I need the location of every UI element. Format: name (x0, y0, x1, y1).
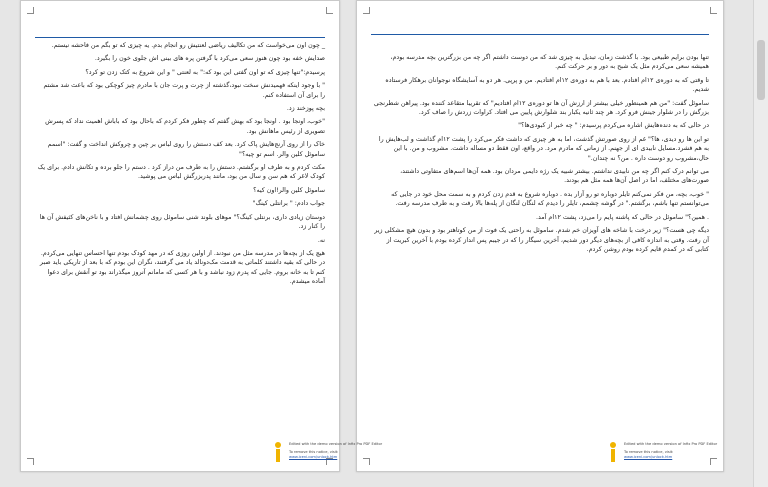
paragraph: صدایش خفه بود چون هنوز سعی می‌کرد با گرفتن پره های بینی اش جلوی خون را بگیرد. (94, 55, 325, 63)
paragraph: نه. (317, 236, 325, 244)
watermark-text: Edited with the demo version of Infix Pro PDF Editor (289, 442, 383, 446)
paragraph: "خوب، اونجا بود . اونجا بود که بهش گفتم که چطور فکر کردم که باحال بود که باباش اهمیت نداد که پسرش تصویری از رئیس ماهانش بود. (45, 118, 325, 135)
paragraph: تو این ها رو دیدی، ها؟" غم از روی صورتش گذشت، اما به هر چیزی که داشت فکر می‌کرد را پشت ۱۲ام گذاشت و لب‌هایش را به هم فشرد.مسایل نابیدی ای از جهنم. از زمانی که مادرم مرد. در واقع، اون فقط دو مساله داشت. مشروب و من. با این حال،مشروب رو دوست داره . من؟ نه چندان." (378, 135, 709, 162)
crop-mark (326, 7, 333, 14)
paragraph: تنها بودن برایم طبیعی بود. با گذشت زمان، تبدیل به چیزی شد که من دوست داشتم اگر چه من بزرگترین بچه مدرسه بودم، همیشه سعی می‌کردم مثل یک شبح به دور و بر حرکت کنم. (390, 54, 709, 71)
right-page-text (373, 53, 709, 258)
header-rule (371, 34, 709, 35)
paragraph: ساموئل گفت: "من هم همینطور خیلی بیشتر از ارزش آن ها تو دوره‌ی ۱۲ام افتادیم" که تقریبا متقاعد کننده بود. پیراهن شطرنجی بزرگش را در شلوار جینش فرو کرد. هر چند ثانیه یکبار بند شلوارش پایین می افتاد. کراوات زردش را صاف کرد. (373, 99, 709, 117)
header-rule (35, 37, 325, 38)
paragraph: می توانم درک کنم اگر چه من نابیدی نداشتم. بیشتر شبیه یک رژه دایمی مردان بود. همه آن‌ها اسم‌های متفاوتی داشتند، صورت‌های مختلف، اما در اصل آن‌ها همه مثل هم بودند. (400, 168, 709, 185)
paragraph: در حالی که به دنده‌هایش اشاره می‌کردم پرسیدم: " چه خبر از کبودی‌ها؟" (518, 122, 709, 130)
paragraph: پرسیدم:"تنها چیزی که تو اون گفتی این بود که:" به لعنتی " و این شروع به کتک زدن تو کرد؟ (85, 68, 325, 76)
right-page (356, 0, 724, 472)
paragraph: دوستان زیادی داری، برنتلی کینگ؟" موهای بلوند شنی ساموئل روی چشمانش افتاد و با ناخن‌های کثیفش آن ها را کنار زد. (39, 213, 325, 231)
crop-mark (710, 7, 717, 14)
paragraph: خاک را از روی آرنج‌هایش پاک کرد. بعد کف دستش را روی لباس بر چین و چروکش انداخت و گفت: "اسمم ساموئل کلین والر. اسم تو چیه؟" (47, 141, 325, 158)
paragraph: بچه پوزخند زد. (286, 105, 325, 113)
paragraph: _ چون اون می‌خواست که من تکالیف ریاضی لعنتیش رو انجام بدم. یه چیزی که تو بگم من فاحشه نیستم. (51, 42, 325, 49)
scrollbar-thumb[interactable] (757, 40, 765, 100)
paragraph: تا وقتی که به دوره‌ی ۱۲ام افتادم. بعد با هم به دوره‌ی ۱۲ام افتادیم. من و پرپی. هر دو به آسایشگاه نوجوانان برهکار فرستاده شدیم. (385, 76, 709, 94)
watermark-text: Edited with the demo version of Infix Pro PDF Editor (624, 442, 718, 446)
crop-mark (363, 7, 370, 14)
paragraph: " با وجود اینکه فهمیدنش سخت نبود،گذشته از چرت و پرت جان با مادرم چیز کوچکی بود که باعث شد مشتم را برای آن استفاده کنم. (43, 82, 325, 99)
watermark-link[interactable]: www.iceni.com/unlock.htm (624, 455, 673, 459)
crop-mark (27, 458, 34, 465)
crop-mark (27, 7, 34, 14)
crop-mark (710, 458, 717, 465)
watermark-right (606, 441, 718, 465)
watermark-text: To remove this notice, visit: (624, 450, 674, 454)
paragraph: ساموئل کلین والر!اون کیه؟ (253, 186, 325, 194)
left-page (20, 0, 340, 472)
paragraph: " خوب، بچه، من فکر نمی‌کنم تایلر دوباره تو رو آزار بده . دوباره شروع به قدم زدن کردم و به سمت محل خود در جایی که می‌توانستم تنها باشم، برگشتم." در گوشه چشمم، تایلر را دیدم که لنگان لنگان از پله‌ها بالا رفت و به طرف مدرسه رفت. (391, 190, 709, 208)
infix-logo-icon (271, 441, 285, 463)
crop-mark (363, 458, 370, 465)
left-page-text (37, 41, 325, 291)
watermark-left (271, 441, 383, 465)
vertical-scrollbar[interactable] (753, 0, 768, 487)
watermark-text: To remove this notice, visit: (289, 450, 339, 454)
paragraph: جواب دادم: " برانتلی کینگ" (252, 200, 325, 208)
paragraph: دیگه چی هست؟" زیر درخت با شاخه های آویزان خم شدم. ساموئل به راحتی یک فوت از من کوتاهتر بود و بدون هیچ مشکلی زیر آن رفت. وقتی به اندازه کافی از بچه‌های دیگر دور شدیم، آخرین سیگار را که در جیبم پس انداز کرده بودم با آخرین کبریت از کتابی که در کمدم قایم کرده بودم روشن کردم. (374, 227, 709, 253)
watermark-link[interactable]: www.iceni.com/unlock.htm (289, 455, 338, 459)
paragraph: . همین؟" ساموئل در حالی که پاشنه پایم را می‌زد، پشت ۱۲ام آمد. (536, 213, 709, 221)
infix-logo-icon (606, 441, 620, 463)
paragraph: هیچ یک از بچه‌ها در مدرسه مثل من نبودند. از اولین روزی که در مهد کودک بودم تنها احساس تنهایی می‌کردم. در حالی که بقیه داشتند کلماتی به قدمت مک‌دونالد یاد می گرفتند، نگران این بودم که با بعد از تاریکی باید صبر کنم تا به خانه بروم. جایی که پدرم زود نباشد و با هر کسی که مامانم آنروز میگذراند بود تو آنقش برای دعوا آماده میشدم. (39, 249, 325, 286)
paragraph: مکث کردم و به طرف او برگشتم. دستش را به طرف من دراز کرد . دستم را جلو برده و تکانش دادم. برای یک کودک لاغر که هم سن و سال من بود، مانند پدربزرگش لباس می پوشید. (37, 164, 325, 181)
